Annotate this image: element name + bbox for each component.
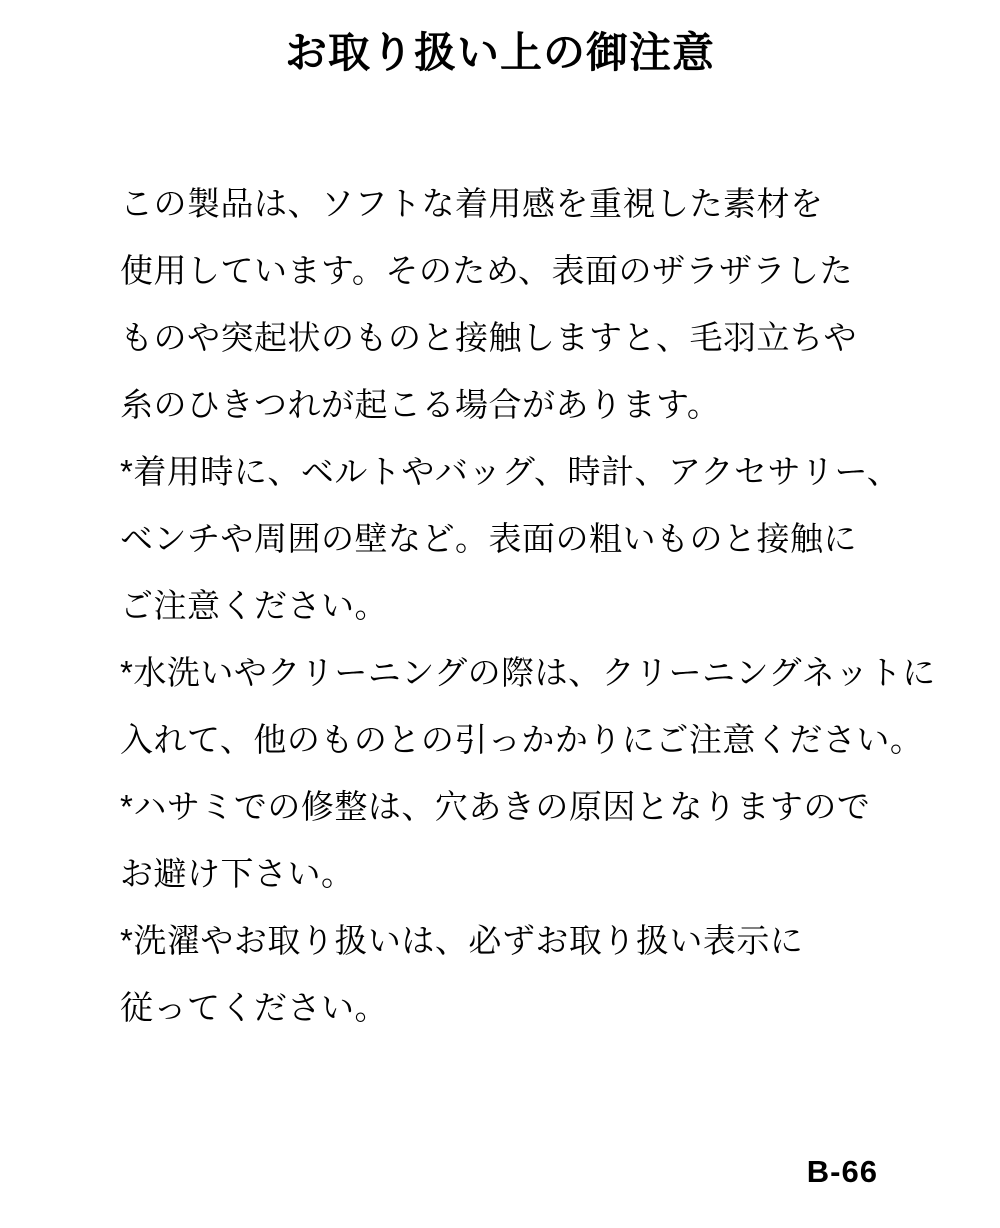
page-title: お取り扱い上の御注意	[284, 29, 715, 76]
notice-line: お避け下さい。	[120, 855, 355, 893]
notice-line: *ハサミでの修整は、穴あきの原因となりますので	[120, 788, 871, 826]
notice-body	[0, 170, 1000, 1041]
notice-line: 入れて、他のものとの引っかかりにご注意ください。	[120, 721, 924, 759]
notice-line: *水洗いやクリーニングの際は、クリーニングネットに	[120, 654, 936, 692]
notice-line: ベンチや周囲の壁など。表面の粗いものと接触に	[120, 520, 857, 558]
notice-line: *着用時に、ベルトやバッグ、時計、アクセサリー、	[120, 453, 901, 491]
notice-line: 糸のひきつれが起こる場合があります。	[120, 386, 721, 424]
document-page	[0, 28, 1000, 1228]
notice-line: ものや突起状のものと接触しますと、毛羽立ちや	[120, 319, 857, 357]
notice-line: *洗濯やお取り扱いは、必ずお取り扱い表示に	[120, 922, 804, 960]
notice-line: 従ってください。	[120, 989, 388, 1027]
notice-line: ご注意ください。	[120, 587, 388, 625]
document-code: B-66	[806, 1154, 878, 1189]
notice-line: この製品は、ソフトな着用感を重視した素材を	[120, 185, 824, 223]
notice-line: 使用しています。そのため、表面のザラザラした	[120, 252, 854, 290]
